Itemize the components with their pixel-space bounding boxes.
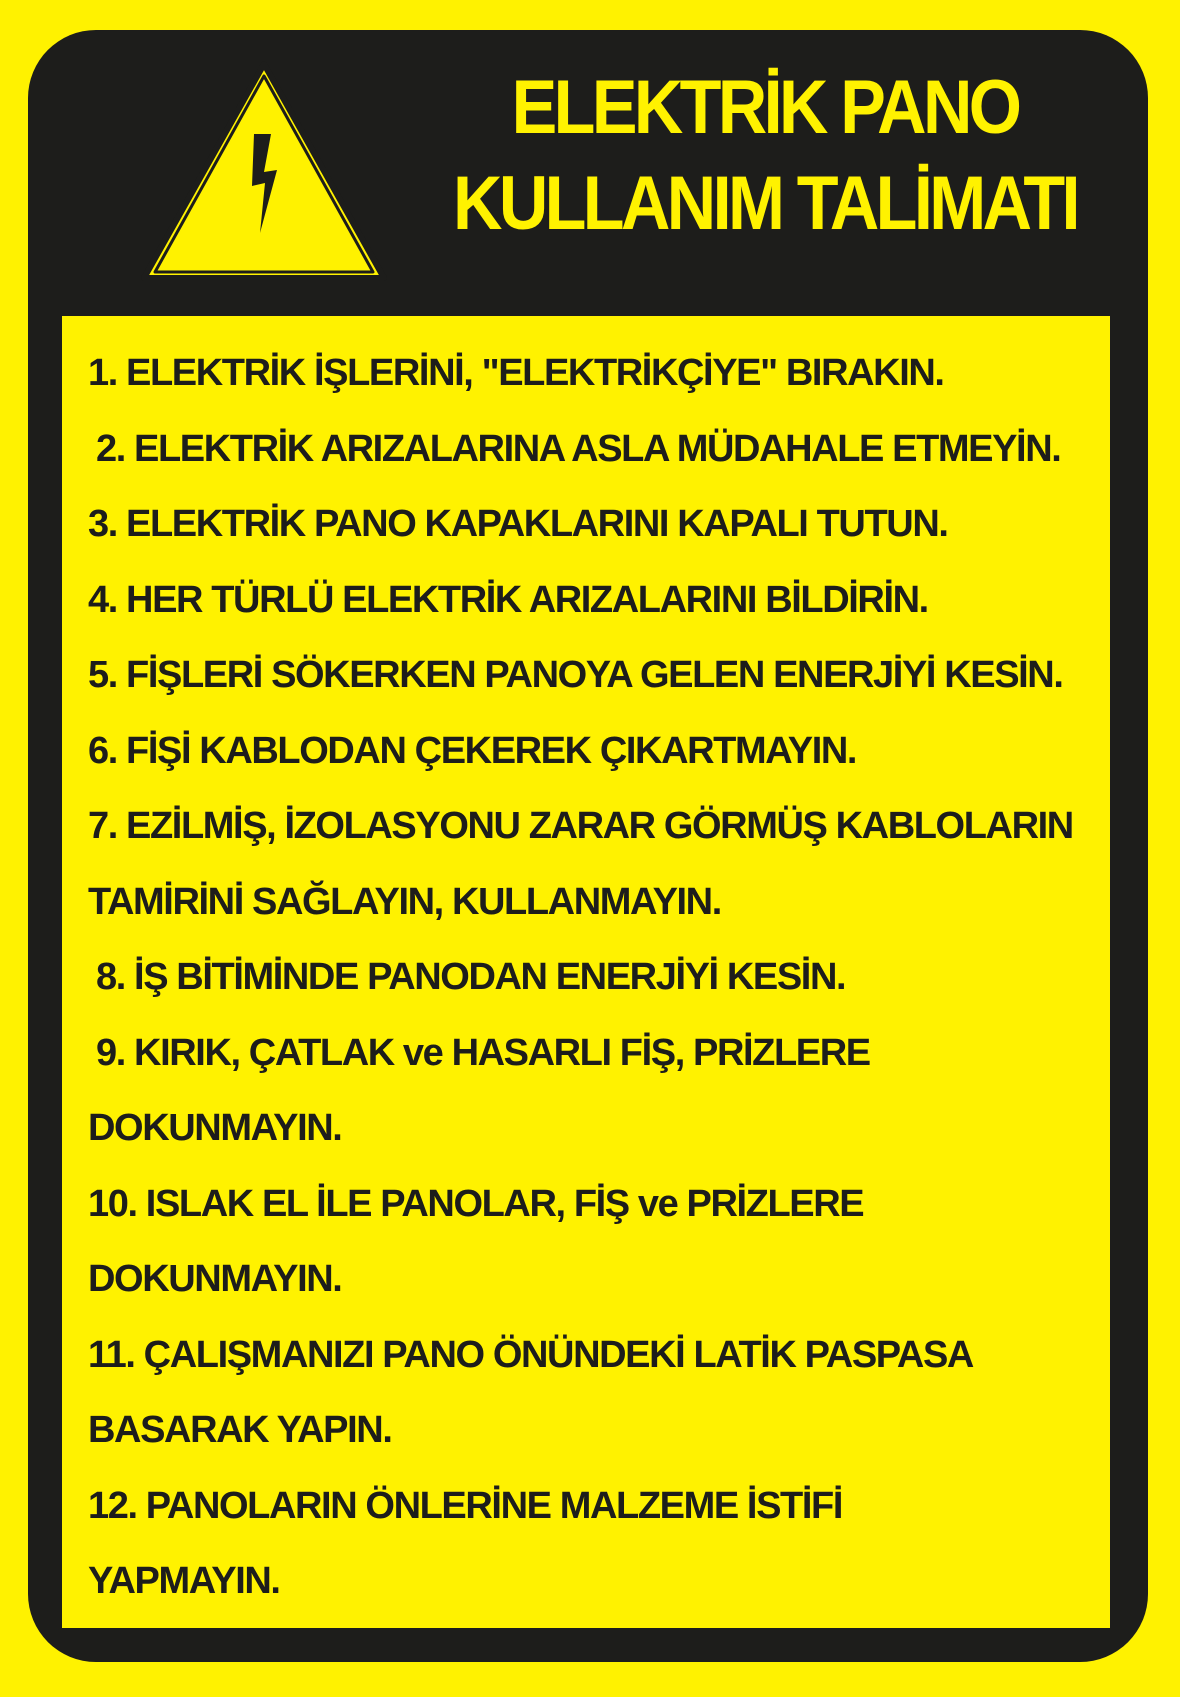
instruction-item-7-line-1: 7. EZİLMİŞ, İZOLASYONU ZARAR GÖRMÜŞ KABLOLARIN xyxy=(88,805,1073,847)
instruction-item-10-line-1: 10. ISLAK EL İLE PANOLAR, FİŞ ve PRİZLERE xyxy=(88,1182,864,1225)
instruction-item-10 xyxy=(88,1167,1098,1318)
instruction-item-11-line-1: 11. ÇALIŞMANIZI PANO ÖNÜNDEKİ LATİK PASPASA xyxy=(88,1333,973,1376)
instruction-item-9-line-1: 9. KIRIK, ÇATLAK ve HASARLI FİŞ, PRİZLERE xyxy=(96,1031,870,1074)
instruction-item-11 xyxy=(88,1318,1098,1469)
instruction-item-1: 1. ELEKTRİK İŞLERİNİ, "ELEKTRİKÇİYE" BIRAKIN. xyxy=(88,352,944,394)
instructions-panel xyxy=(62,316,1110,1628)
instruction-item-12-line-1: 12. PANOLARIN ÖNLERİNE MALZEME İSTİFİ xyxy=(88,1484,842,1527)
instruction-item-6: 6. FİŞİ KABLODAN ÇEKEREK ÇIKARTMAYIN. xyxy=(88,729,857,772)
sign-header xyxy=(28,30,1148,315)
instruction-item-7 xyxy=(88,789,1098,940)
instruction-item-12 xyxy=(88,1469,1098,1620)
instruction-item-3: 3. ELEKTRİK PANO KAPAKLARINI KAPALI TUTUN. xyxy=(88,503,948,545)
instruction-list xyxy=(88,336,1098,1620)
instruction-item-11-line-2: BASARAK YAPIN. xyxy=(88,1409,392,1451)
title-line-2: KULLANIM TALİMATI xyxy=(453,161,1077,246)
title-line-1: ELEKTRİK PANO xyxy=(511,65,1019,150)
instruction-item-7-line-2: TAMİRİNİ SAĞLAYIN, KULLANMAYIN. xyxy=(88,880,721,923)
instruction-item-12-line-2: YAPMAYIN. xyxy=(88,1560,280,1602)
instruction-item-9 xyxy=(88,1016,1098,1167)
instruction-item-4: 4. HER TÜRLÜ ELEKTRİK ARIZALARINI BİLDİRİN. xyxy=(88,578,928,621)
instruction-item-9-line-2: DOKUNMAYIN. xyxy=(88,1107,342,1149)
sign-title xyxy=(446,60,1085,252)
instruction-item-2: 2. ELEKTRİK ARIZALARINA ASLA MÜDAHALE ETMEYİN. xyxy=(96,427,1061,470)
instruction-item-10-line-2: DOKUNMAYIN. xyxy=(88,1258,342,1300)
high-voltage-warning-icon xyxy=(140,60,388,282)
instruction-item-5: 5. FİŞLERİ SÖKERKEN PANOYA GELEN ENERJİYİ KESİN. xyxy=(88,654,1063,696)
safety-sign xyxy=(28,30,1148,1662)
instruction-item-8: 8. İŞ BİTİMİNDE PANODAN ENERJİYİ KESİN. xyxy=(96,956,846,998)
